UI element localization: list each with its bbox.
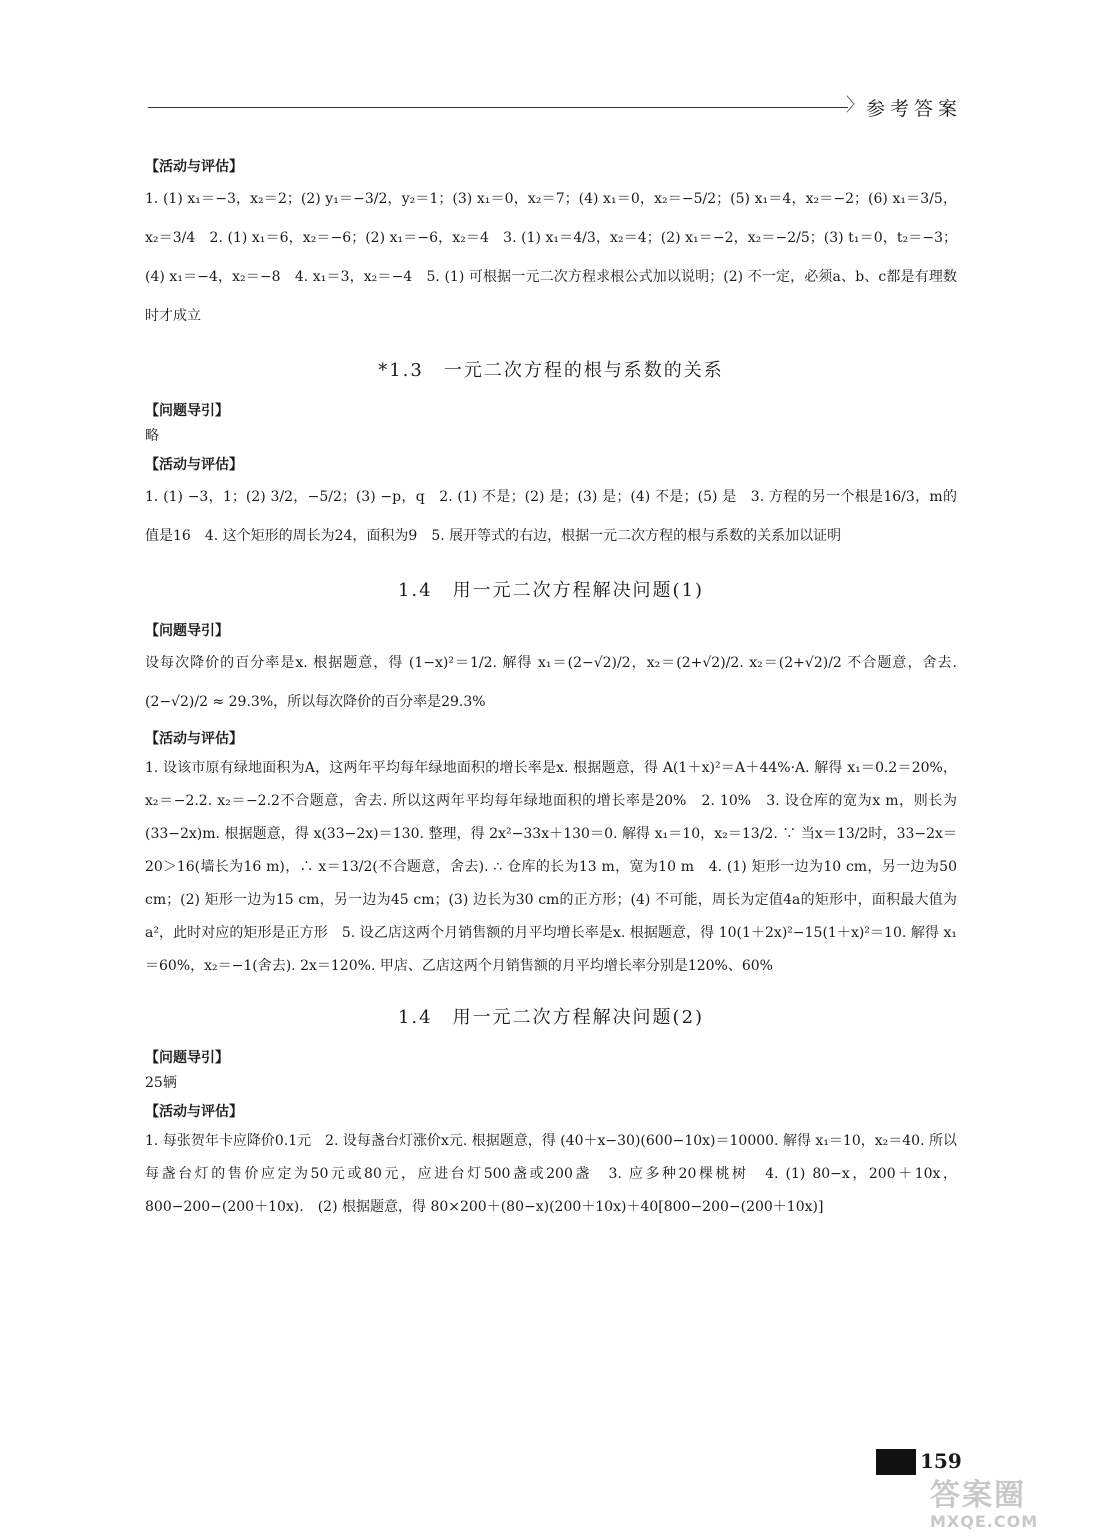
question-tag: 【问题导引】 <box>145 403 229 419</box>
answer-paragraph: 1. (1) x₁＝−3，x₂＝2；(2) y₁＝−3/2，y₂＝1；(3) x₁＝0，x₂＝7；(4) x₁＝0，x₂＝−5/2；(5) x₁＝4，x₂＝−2；(6) x₁＝3/5，x₂＝3/4 2. (1) x₁＝6，x₂＝−6；(2) x₁＝−6，x₂＝4 3. (1) x₁＝4/3，x₂＝4；(2) x₁＝−2，x₂＝−2/5；(3) t₁＝0，t₂＝−3；(4) x₁＝−4，x₂＝−8 4. x₁＝3，x₂＝−4 5. (1) 可根据一元二次方程求根公式加以说明；(2) 不一定，必须a、b、c都是有理数时才成立 <box>145 191 957 324</box>
activity-tag: 【活动与评估】 <box>145 457 243 473</box>
answer-paragraph: 1. 设该市原有绿地面积为A，这两年平均每年绿地面积的增长率是x. 根据题意，得 A(1＋x)²＝A＋44%·A. 解得 x₁＝0.2＝20%，x₂＝−2.2. x₂＝−2.2不合题意，舍去. 所以这两年平均每年绿地面积的增长率是20% 2. 10% 3. 设仓库的宽为x m，则长为(33−2x)m. 根据题意，得 x(33−2x)＝130. 整理，得 2x²−33x＋130＝0. 解得 x₁＝10，x₂＝13/2. ∵ 当x＝13/2时，33−2x＝20＞16(墙长为16 m)，∴ x＝13/2(不合题意，舍去). ∴ 仓库的长为13 m，宽为10 m 4. (1) 矩形一边为10 cm，另一边为50 cm；(2) 矩形一边为15 cm，另一边为45 cm；(3) 边长为30 cm的正方形；(4) 不可能，周长为定值4a的矩形中，面积最大值为a²，此时对应的矩形是正方形 5. 设乙店这两个月销售额的月平均增长率是x. 根据题意，得 10(1＋2x)²−15(1＋x)²＝10. 解得 x₁＝60%，x₂＝−1(舍去). 2x＝120%. 甲店、乙店这两个月销售额的月平均增长率分别是120%、60% <box>145 760 957 974</box>
watermark-text: 答案圈 <box>930 1478 1026 1513</box>
answer-content <box>145 150 957 1224</box>
question-tag: 【问题导引】 <box>145 623 229 639</box>
page-number: 159 <box>920 1449 962 1473</box>
activity-tag: 【活动与评估】 <box>145 731 243 747</box>
section-title: *1.3 一元二次方程的根与系数的关系 <box>378 360 724 381</box>
answer-paragraph: 设每次降价的百分率是x. 根据题意，得 (1−x)²＝1/2. 解得 x₁＝(2−√2)/2，x₂＝(2+√2)/2. x₂＝(2+√2)/2 不合题意，舍去. (2−√2)/2 ≈ 29.3%，所以每次降价的百分率是29.3% <box>145 655 957 710</box>
header-label: 参考答案 <box>866 98 963 120</box>
answer-paragraph: 1. (1) −3，1；(2) 3/2，−5/2；(3) −p，q 2. (1) 不是；(2) 是；(3) 是；(4) 不是；(5) 是 3. 方程的另一个根是16/3，m的值是16 4. 这个矩形的周长为24，面积为9 5. 展开等式的右边，根据一元二次方程的根与系数的关系加以证明 <box>145 489 957 544</box>
watermark-url: MXQE.COM <box>930 1512 1039 1531</box>
watermark-logo <box>930 1480 1090 1532</box>
header-rule <box>148 107 848 108</box>
answer-paragraph: 略 <box>145 428 159 444</box>
chevron-right-icon: 〉 <box>846 95 864 116</box>
section-title: 1.4 用一元二次方程解决问题(2) <box>397 1007 705 1028</box>
answer-paragraph: 1. 每张贺年卡应降价0.1元 2. 设每盏台灯涨价x元. 根据题意，得 (40＋x−30)(600−10x)＝10000. 解得 x₁＝10，x₂＝40. 所以每盏台灯的售价应定为50元或80元，应进台灯500盏或200盏 3. 应多种20棵桃树 4. (1) 80−x，200＋10x，800−200−(200＋10x). (2) 根据题意，得 80×200＋(80−x)(200＋10x)＋40[800−200−(200＋10x)] <box>145 1133 957 1215</box>
answer-paragraph: 25辆 <box>145 1075 177 1091</box>
question-tag: 【问题导引】 <box>145 1050 229 1066</box>
activity-tag: 【活动与评估】 <box>145 1104 243 1120</box>
page-number-badge <box>876 1449 916 1475</box>
section-title: 1.4 用一元二次方程解决问题(1) <box>397 580 705 601</box>
activity-tag: 【活动与评估】 <box>145 159 243 175</box>
